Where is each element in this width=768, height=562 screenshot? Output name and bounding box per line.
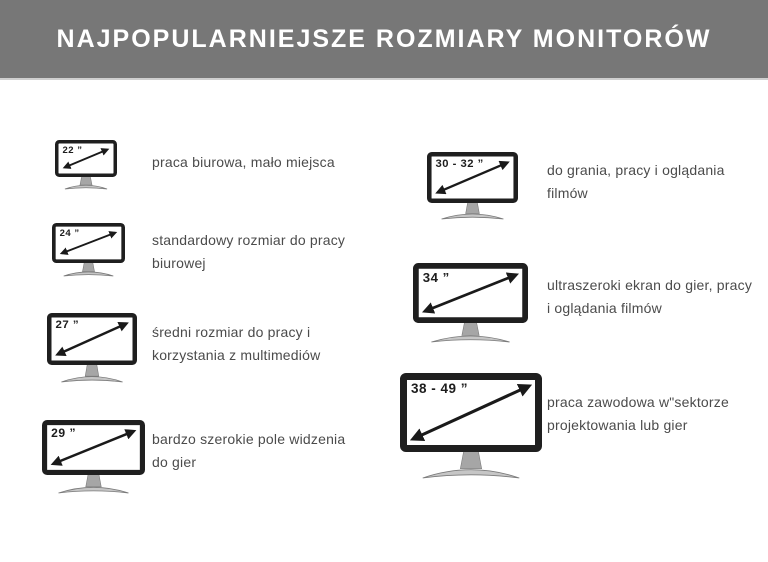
description-line: biurowej — [152, 255, 206, 271]
monitor-description — [152, 321, 320, 367]
description-line: praca zawodowa w"sektorze — [547, 394, 729, 410]
monitor-icon-34 — [413, 263, 528, 343]
description-line: standardowy rozmiar do pracy — [152, 232, 346, 248]
monitor-description — [547, 274, 752, 320]
monitor-icon-38-49 — [400, 373, 542, 479]
monitor-size-label: 29 ” — [51, 426, 76, 441]
header-banner — [0, 0, 768, 80]
monitor-description — [152, 428, 345, 474]
monitor-description — [547, 159, 725, 205]
monitor-description — [152, 151, 335, 174]
description-line: do grania, pracy i oglądania — [547, 162, 725, 178]
description-line: do gier — [152, 454, 197, 470]
description-line: średni rozmiar do pracy i — [152, 324, 311, 340]
monitor-size-label: 22 ” — [62, 144, 83, 156]
monitor-icon-30-32 — [427, 152, 518, 220]
monitor-icon-24 — [52, 223, 125, 277]
monitor-size-label: 27 ” — [55, 318, 80, 331]
monitor-description — [547, 391, 729, 437]
monitor-size-label: 34 ” — [422, 269, 450, 285]
monitor-icon-29 — [42, 420, 145, 494]
description-line: i oglądania filmów — [547, 300, 662, 316]
page-title: NAJPOPULARNIEJSZE ROZMIARY MONITORÓW — [56, 24, 712, 53]
monitor-size-label: 38 - 49 ” — [411, 381, 469, 396]
description-line: bardzo szerokie pole widzenia — [152, 431, 346, 447]
description-line: ultraszeroki ekran do gier, pracy — [547, 277, 753, 293]
description-line: filmów — [547, 185, 588, 201]
description-line: korzystania z multimediów — [152, 347, 321, 363]
monitor-icon-27 — [47, 313, 137, 383]
description-line: praca biurowa, mało miejsca — [152, 154, 335, 170]
monitor-size-label: 30 - 32 ” — [435, 157, 484, 170]
monitor-icon-22 — [55, 140, 117, 190]
monitor-description — [152, 229, 345, 275]
monitor-size-label: 24 ” — [59, 227, 80, 239]
description-line: projektowania lub gier — [547, 417, 688, 433]
